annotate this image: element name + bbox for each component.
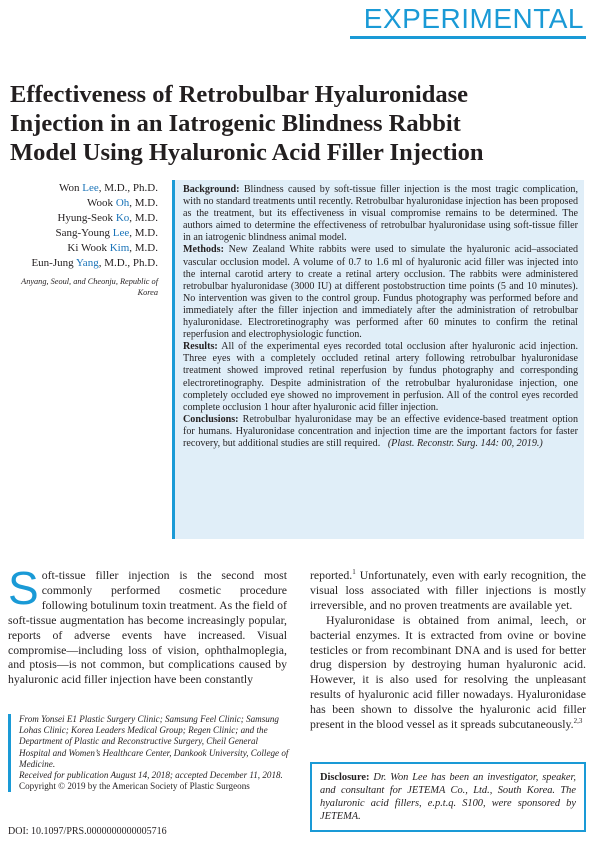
disclosure-box	[310, 762, 586, 832]
author-list	[8, 181, 158, 298]
abstract-conclusions: Conclusions: Retrobulbar hyaluronidase may be an effective evidence-based treatment option for humans. Hyaluronidase concentration and injection time are the important factors for faster recovery, but additional studies are still required. (Plast. Reconstr. Surg. 144: 00, 2019.)	[183, 413, 578, 449]
author: Won Lee, M.D., Ph.D.	[58, 182, 158, 194]
title-line: Injection in an Iatrogenic Blindness Rabbit	[10, 110, 461, 137]
section-label: EXPERIMENTAL	[363, 3, 584, 34]
author: Hyung-Seok Ko, M.D.	[57, 211, 158, 224]
abstract-box	[172, 180, 584, 539]
abstract-methods: Methods: New Zealand White rabbits were used to simulate the hyaluronic acid–associated vascular occlusion model. A volume of 0.7 to 1.6 ml of hyaluronic acid filler was injected into the internal carotid artery to create a retinal artery occlusion. The rabbits were administered retrobulbar hyaluronidase (3000 IU) at different postobstruction time points (5 and 10 minutes). No intervention was given to the control group. Fundus photography was performed before and immediately after the filler injection and immediately after the administration of retrobulbar hyaluronidase. Electroretinography was performed after 60 minutes to confirm the retinal reperfusion and electrophysiologic function.	[183, 244, 578, 341]
intro-paragraph: oft-tissue filler injection is the second most commonly performed cosmetic procedure following botulinum toxin treatment. As the field of soft-tissue augmentation has become increasingly popular, reports of adverse events have increased. Visual compromise—including loss of vision, ophthalmoplegia, and ptosis—is not common, but complications caused by hyaluronic acid filler injection have been constantly	[8, 568, 287, 687]
reference-mark: 1	[352, 568, 356, 577]
abstract-results: Results: All of the experimental eyes recorded total occlusion after hyaluronic acid injection. Three eyes with a completely occluded retinal artery following retrobulbar hyaluronidase treatment showed improved retinal reperfusion by fundus photography and corresponding electroretinography. Despite administration of the retrobulbar hyaluronidase injection, one completely occluded eye showed no improvement in perfusion. All of the control eyes recorded complete occlusion 1 hour after hyaluronic acid filler injection.	[183, 341, 578, 413]
disclosure-text: Dr. Won Lee has been an investigator, speaker, and consultant for JETEMA Co., Ltd., South Korea. The hyaluronic acid fillers, e.p.t.q. S100, were sponsored by JETEMA.	[320, 772, 576, 822]
body-paragraph: reported.$^1$ Unfortunately, even with early recognition, the visual loss associated with filler injections is mostly irreversible, and no proven treatments are available yet.	[310, 568, 586, 612]
author: Eun-Jung Yang, M.D., Ph.D.	[31, 256, 158, 269]
abstract-citation: (Plast. Reconstr. Surg. 144: 00, 2019.)	[387, 437, 543, 449]
received-dates: Received for publication August 14, 2018; accepted December 11, 2018.	[19, 770, 283, 781]
author: Wook Oh, M.D.	[87, 196, 158, 209]
title-line: Effectiveness of Retrobulbar Hyaluronidase	[10, 81, 469, 108]
author-location: Anyang, Seoul, and Cheonju, Republic of Korea	[21, 277, 158, 298]
reference-mark: 2,3	[573, 717, 583, 726]
drop-cap: S	[8, 562, 39, 614]
article-title	[10, 80, 570, 167]
body-column-right	[310, 568, 586, 732]
author: Sang-Young Lee, M.D.	[55, 226, 158, 239]
institution-affiliations: From Yonsei E1 Plastic Surgery Clinic; Samsung Feel Clinic; Samsung Lohas Clinic; Korea Leaders Medical Group; Regen Clinic; and the Department of Plastic and Reconstructive Surgery, Cheil General Hospital and Women’s Healthcare Center, Dankook University, College of Medicine.	[19, 714, 289, 769]
copyright-notice: Copyright © 2019 by the American Society of Plastic Surgeons	[19, 781, 250, 792]
doi-link[interactable]: DOI: 10.1097/PRS.0000000000005716	[8, 826, 167, 837]
author: Ki Wook Kim, M.D.	[67, 241, 158, 254]
abstract-background: Background: Blindness caused by soft-tissue filler injection is the most tragic complication, with no standard treatments until recently. Retrobulbar hyaluronidase injection has been proposed as the treatment, but its effectiveness in visual compromise remains to be determined. The authors aimed to determine the effectiveness of retrobulbar hyaluronidase using soft-tissue filler in an iatrogenic blindness animal model.	[183, 184, 578, 244]
title-line: Model Using Hyaluronic Acid Filler Injection	[10, 139, 484, 166]
section-rule	[350, 36, 586, 39]
disclosure-label: Disclosure:	[320, 772, 370, 783]
body-column-left	[8, 562, 287, 687]
front-matter-box	[8, 714, 290, 792]
body-paragraph: Hyaluronidase is obtained from animal, leech, or bacterial enzymes. It is extracted from ovine or bovine testicles or from recombinant DNA and is used for better drug dispersion by destroying human hyaluronic acid. However, it is also used for resolving the unpleasant results of hyaluronic acid filler nowadays. Hyaluronidase has been shown to dissolve the hyaluronic acid filler present in the blood vessel as it spreads subcutaneously.$^{2,3}$	[310, 612, 586, 732]
